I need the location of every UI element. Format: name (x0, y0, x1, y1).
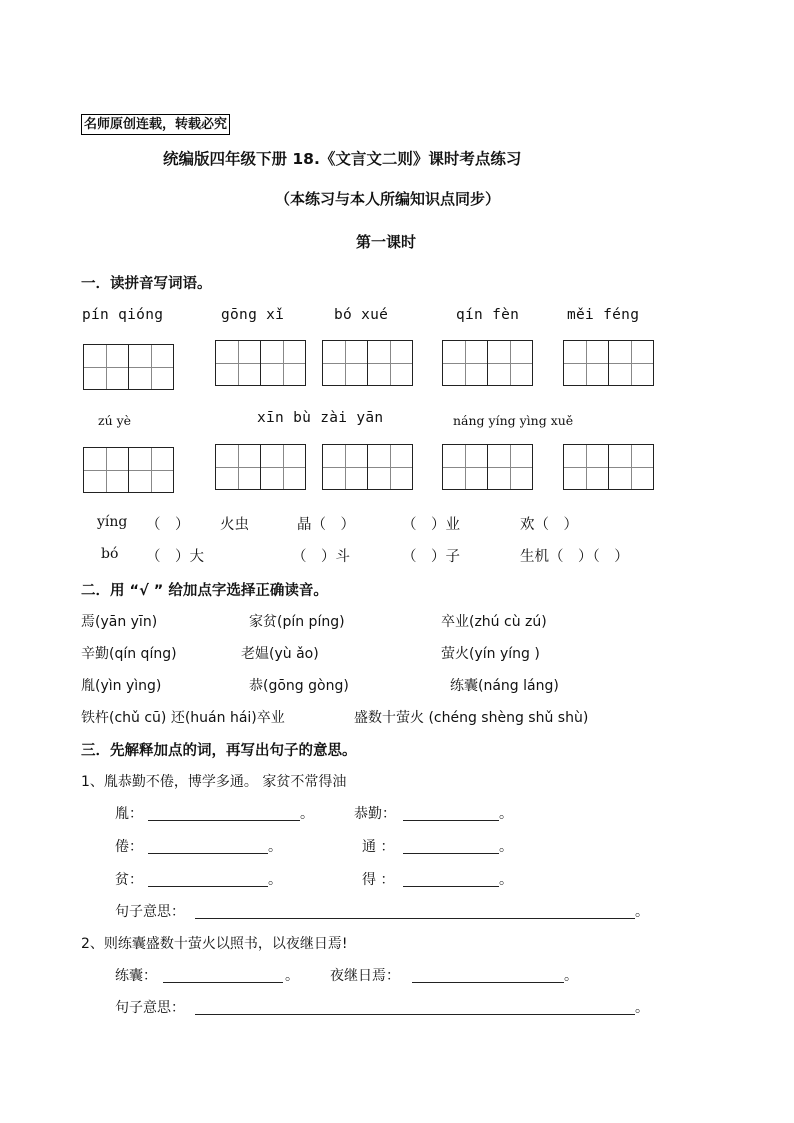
pinyin-label: zú yè (98, 413, 132, 428)
choice-word[interactable]: （ ）大 (146, 549, 204, 565)
writing-grid[interactable] (442, 444, 531, 490)
reading-item[interactable]: 盛数十萤火 (chéng shèng shǔ shù) (354, 710, 589, 726)
answer-line[interactable] (412, 982, 564, 983)
period: 。 (285, 968, 299, 984)
pinyin-label: xīn bù zài yān (257, 410, 384, 426)
period: 。 (268, 839, 282, 855)
period: 。 (499, 872, 513, 888)
reading-item[interactable]: 辛勤(qín qíng) (81, 646, 177, 662)
writing-grid[interactable] (215, 340, 304, 386)
period: 。 (499, 839, 513, 855)
section2-heading: 二．用 “√ ” 给加点字选择正确读音。 (81, 583, 328, 599)
answer-line[interactable] (403, 820, 499, 821)
reading-item[interactable]: 铁杵(chǔ cū) 还(huán hái)卒业 (81, 710, 285, 726)
section1-heading: 一．读拼音写词语。 (81, 276, 212, 292)
pinyin-label: pín qióng (82, 307, 164, 323)
worksheet-title: 统编版四年级下册 18.《文言文二则》课时考点练习 (163, 150, 522, 168)
choice-blank[interactable]: （ ） (146, 517, 190, 533)
answer-line[interactable] (148, 886, 268, 887)
choice-word: 火虫 (220, 517, 249, 533)
meaning-label: 句子意思： (115, 1000, 185, 1016)
reading-item[interactable]: 卒业(zhú cù zú) (441, 614, 547, 630)
writing-cell[interactable] (83, 344, 129, 390)
word-label: 夜继日焉： (330, 968, 400, 984)
choice-word[interactable]: 欢（ ） (520, 517, 578, 533)
section3-heading: 三．先解释加点的词，再写出句子的意思。 (81, 743, 357, 759)
writing-grid[interactable] (563, 444, 652, 490)
word-label: 胤： (115, 806, 143, 822)
writing-cell[interactable] (128, 447, 174, 493)
copyright-stamp: 名师原创连载，转载必究 (81, 114, 230, 135)
meaning-label: 句子意思： (115, 904, 185, 920)
writing-grid[interactable] (215, 444, 304, 490)
pinyin-label: gōng xǐ (221, 307, 285, 323)
choice-word[interactable]: （ ）子 (402, 549, 460, 565)
writing-grid[interactable] (83, 447, 172, 493)
writing-cell[interactable] (367, 340, 413, 386)
writing-cell[interactable] (260, 340, 306, 386)
writing-cell[interactable] (487, 340, 533, 386)
answer-line[interactable] (163, 982, 283, 983)
answer-line[interactable] (148, 853, 268, 854)
writing-grid[interactable] (563, 340, 652, 386)
choice-pinyin: yíng (97, 514, 128, 530)
period: 。 (499, 806, 513, 822)
word-label: 倦： (115, 839, 143, 855)
writing-cell[interactable] (322, 444, 368, 490)
reading-item[interactable]: 老媪(yù ǎo) (241, 646, 319, 662)
reading-item[interactable]: 恭(gōng gòng) (249, 678, 349, 694)
writing-cell[interactable] (128, 344, 174, 390)
choice-pinyin: bó (101, 546, 119, 562)
period: 。 (564, 968, 578, 984)
writing-cell[interactable] (563, 340, 609, 386)
answer-line[interactable] (403, 853, 499, 854)
choice-word[interactable]: （ ）斗 (292, 549, 350, 565)
lesson-label: 第一课时 (356, 233, 417, 251)
writing-cell[interactable] (608, 444, 654, 490)
choice-word[interactable]: （ ）业 (402, 517, 460, 533)
answer-line[interactable] (195, 918, 635, 919)
word-label: 练囊： (115, 968, 157, 984)
question-sentence: 2、则练囊盛数十萤火以照书，以夜继日焉! (81, 936, 348, 952)
writing-cell[interactable] (487, 444, 533, 490)
writing-cell[interactable] (367, 444, 413, 490)
writing-cell[interactable] (608, 340, 654, 386)
reading-item[interactable]: 焉(yān yīn) (81, 614, 158, 630)
period: 。 (300, 806, 314, 822)
writing-cell[interactable] (322, 340, 368, 386)
question-sentence: 1、胤恭勤不倦，博学多通。 家贫不常得油 (81, 774, 347, 790)
writing-grid[interactable] (83, 344, 172, 390)
writing-cell[interactable] (83, 447, 129, 493)
pinyin-label: qín fèn (456, 307, 520, 323)
reading-item[interactable]: 萤火(yín yíng ) (441, 646, 540, 662)
choice-word[interactable]: 生机（ ）（ ） (520, 549, 629, 565)
pinyin-label: náng yíng yìng xuě (453, 413, 574, 428)
writing-cell[interactable] (442, 340, 488, 386)
pinyin-label: bó xué (334, 307, 389, 323)
writing-cell[interactable] (442, 444, 488, 490)
answer-line[interactable] (148, 820, 300, 821)
reading-item[interactable]: 练囊(náng láng) (450, 678, 559, 694)
answer-line[interactable] (403, 886, 499, 887)
writing-cell[interactable] (563, 444, 609, 490)
writing-grid[interactable] (442, 340, 531, 386)
word-label: 得 ： (362, 872, 395, 888)
answer-line[interactable] (195, 1014, 635, 1015)
period: 。 (268, 872, 282, 888)
word-label: 恭勤： (354, 806, 396, 822)
writing-grid[interactable] (322, 340, 411, 386)
reading-item[interactable]: 胤(yìn yìng) (81, 678, 162, 694)
writing-cell[interactable] (215, 444, 261, 490)
writing-cell[interactable] (215, 340, 261, 386)
period: 。 (635, 904, 649, 920)
period: 。 (635, 1000, 649, 1016)
writing-cell[interactable] (260, 444, 306, 490)
worksheet-subtitle: （本练习与本人所编知识点同步） (275, 190, 501, 208)
choice-word[interactable]: 晶（ ） (297, 517, 355, 533)
writing-grid[interactable] (322, 444, 411, 490)
reading-item[interactable]: 家贫(pín píng) (249, 614, 345, 630)
word-label: 贫： (115, 872, 143, 888)
word-label: 通 ： (362, 839, 395, 855)
pinyin-label: měi féng (567, 307, 640, 323)
